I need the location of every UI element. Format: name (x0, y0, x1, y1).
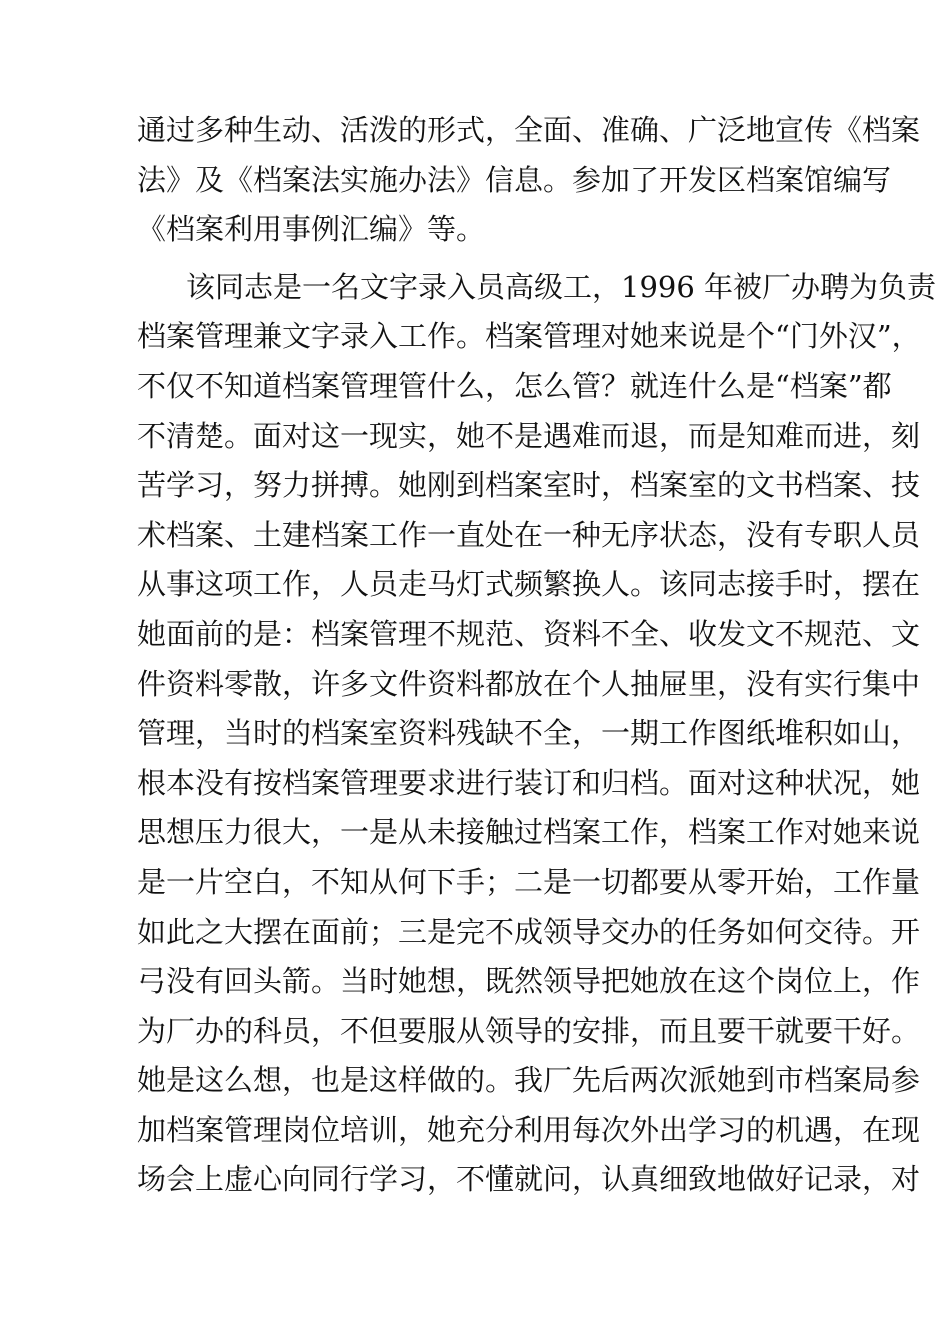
text-line: 如此之大摆在面前；三是完不成领导交办的任务如何交待。开 (137, 914, 921, 949)
text-line: 件资料零散，许多文件资料都放在个人抽屉里，没有实行集中 (137, 666, 921, 701)
body-text (137, 106, 937, 1205)
text-line: 思想压力很大，一是从未接触过档案工作，档案工作对她来说 (137, 815, 921, 850)
text-line: 她面前的是：档案管理不规范、资料不全、收发文不规范、文 (137, 616, 921, 651)
text-line: 管理，当时的档案室资料残缺不全，一期工作图纸堆积如山， (137, 716, 921, 751)
text-line: 术档案、土建档案工作一直处在一种无序状态，没有专职人员 (137, 517, 921, 552)
text-line: 为厂办的科员，不但要服从领导的安排，而且要干就要干好。 (137, 1013, 921, 1048)
text-line: 档案管理兼文字录入工作。档案管理对她来说是个“门外汉”， (137, 319, 921, 354)
text-line: 场会上虚心向同行学习，不懂就问，认真细致地做好记录，对 (137, 1162, 921, 1197)
text-line: 是一片空白，不知从何下手；二是一切都要从零开始，工作量 (137, 864, 921, 899)
text-line: 苦学习，努力拼搏。她刚到档案室时，档案室的文书档案、技 (137, 468, 921, 503)
text-line: 弓没有回头箭。当时她想，既然领导把她放在这个岗位上，作 (137, 964, 921, 999)
text-line: 不清楚。面对这一现实，她不是遇难而退，而是知难而进，刻 (137, 418, 921, 453)
text-line: 不仅不知道档案管理管什么，怎么管？就连什么是“档案”都 (137, 368, 892, 403)
text-line: 她是这么想，也是这样做的。我厂先后两次派她到市档案局参 (137, 1063, 921, 1098)
text-line: 《档案利用事例汇编》等。 (137, 212, 486, 247)
text-line: 加档案管理岗位培训，她充分利用每次外出学习的机遇，在现 (137, 1112, 921, 1147)
text-line: 通过多种生动、活泼的形式，全面、准确、广泛地宣传《档案 (137, 113, 921, 147)
paragraph-first-line: 该同志是一名文字录入员高级工，1996 年被厂办聘为负责 (186, 269, 937, 304)
text-line: 从事这项工作，人员走马灯式频繁换人。该同志接手时，摆在 (137, 567, 921, 602)
text-line: 法》及《档案法实施办法》信息。参加了开发区档案馆编写 (137, 162, 892, 197)
text-line: 根本没有按档案管理要求进行装订和归档。面对这种状况，她 (137, 765, 921, 800)
